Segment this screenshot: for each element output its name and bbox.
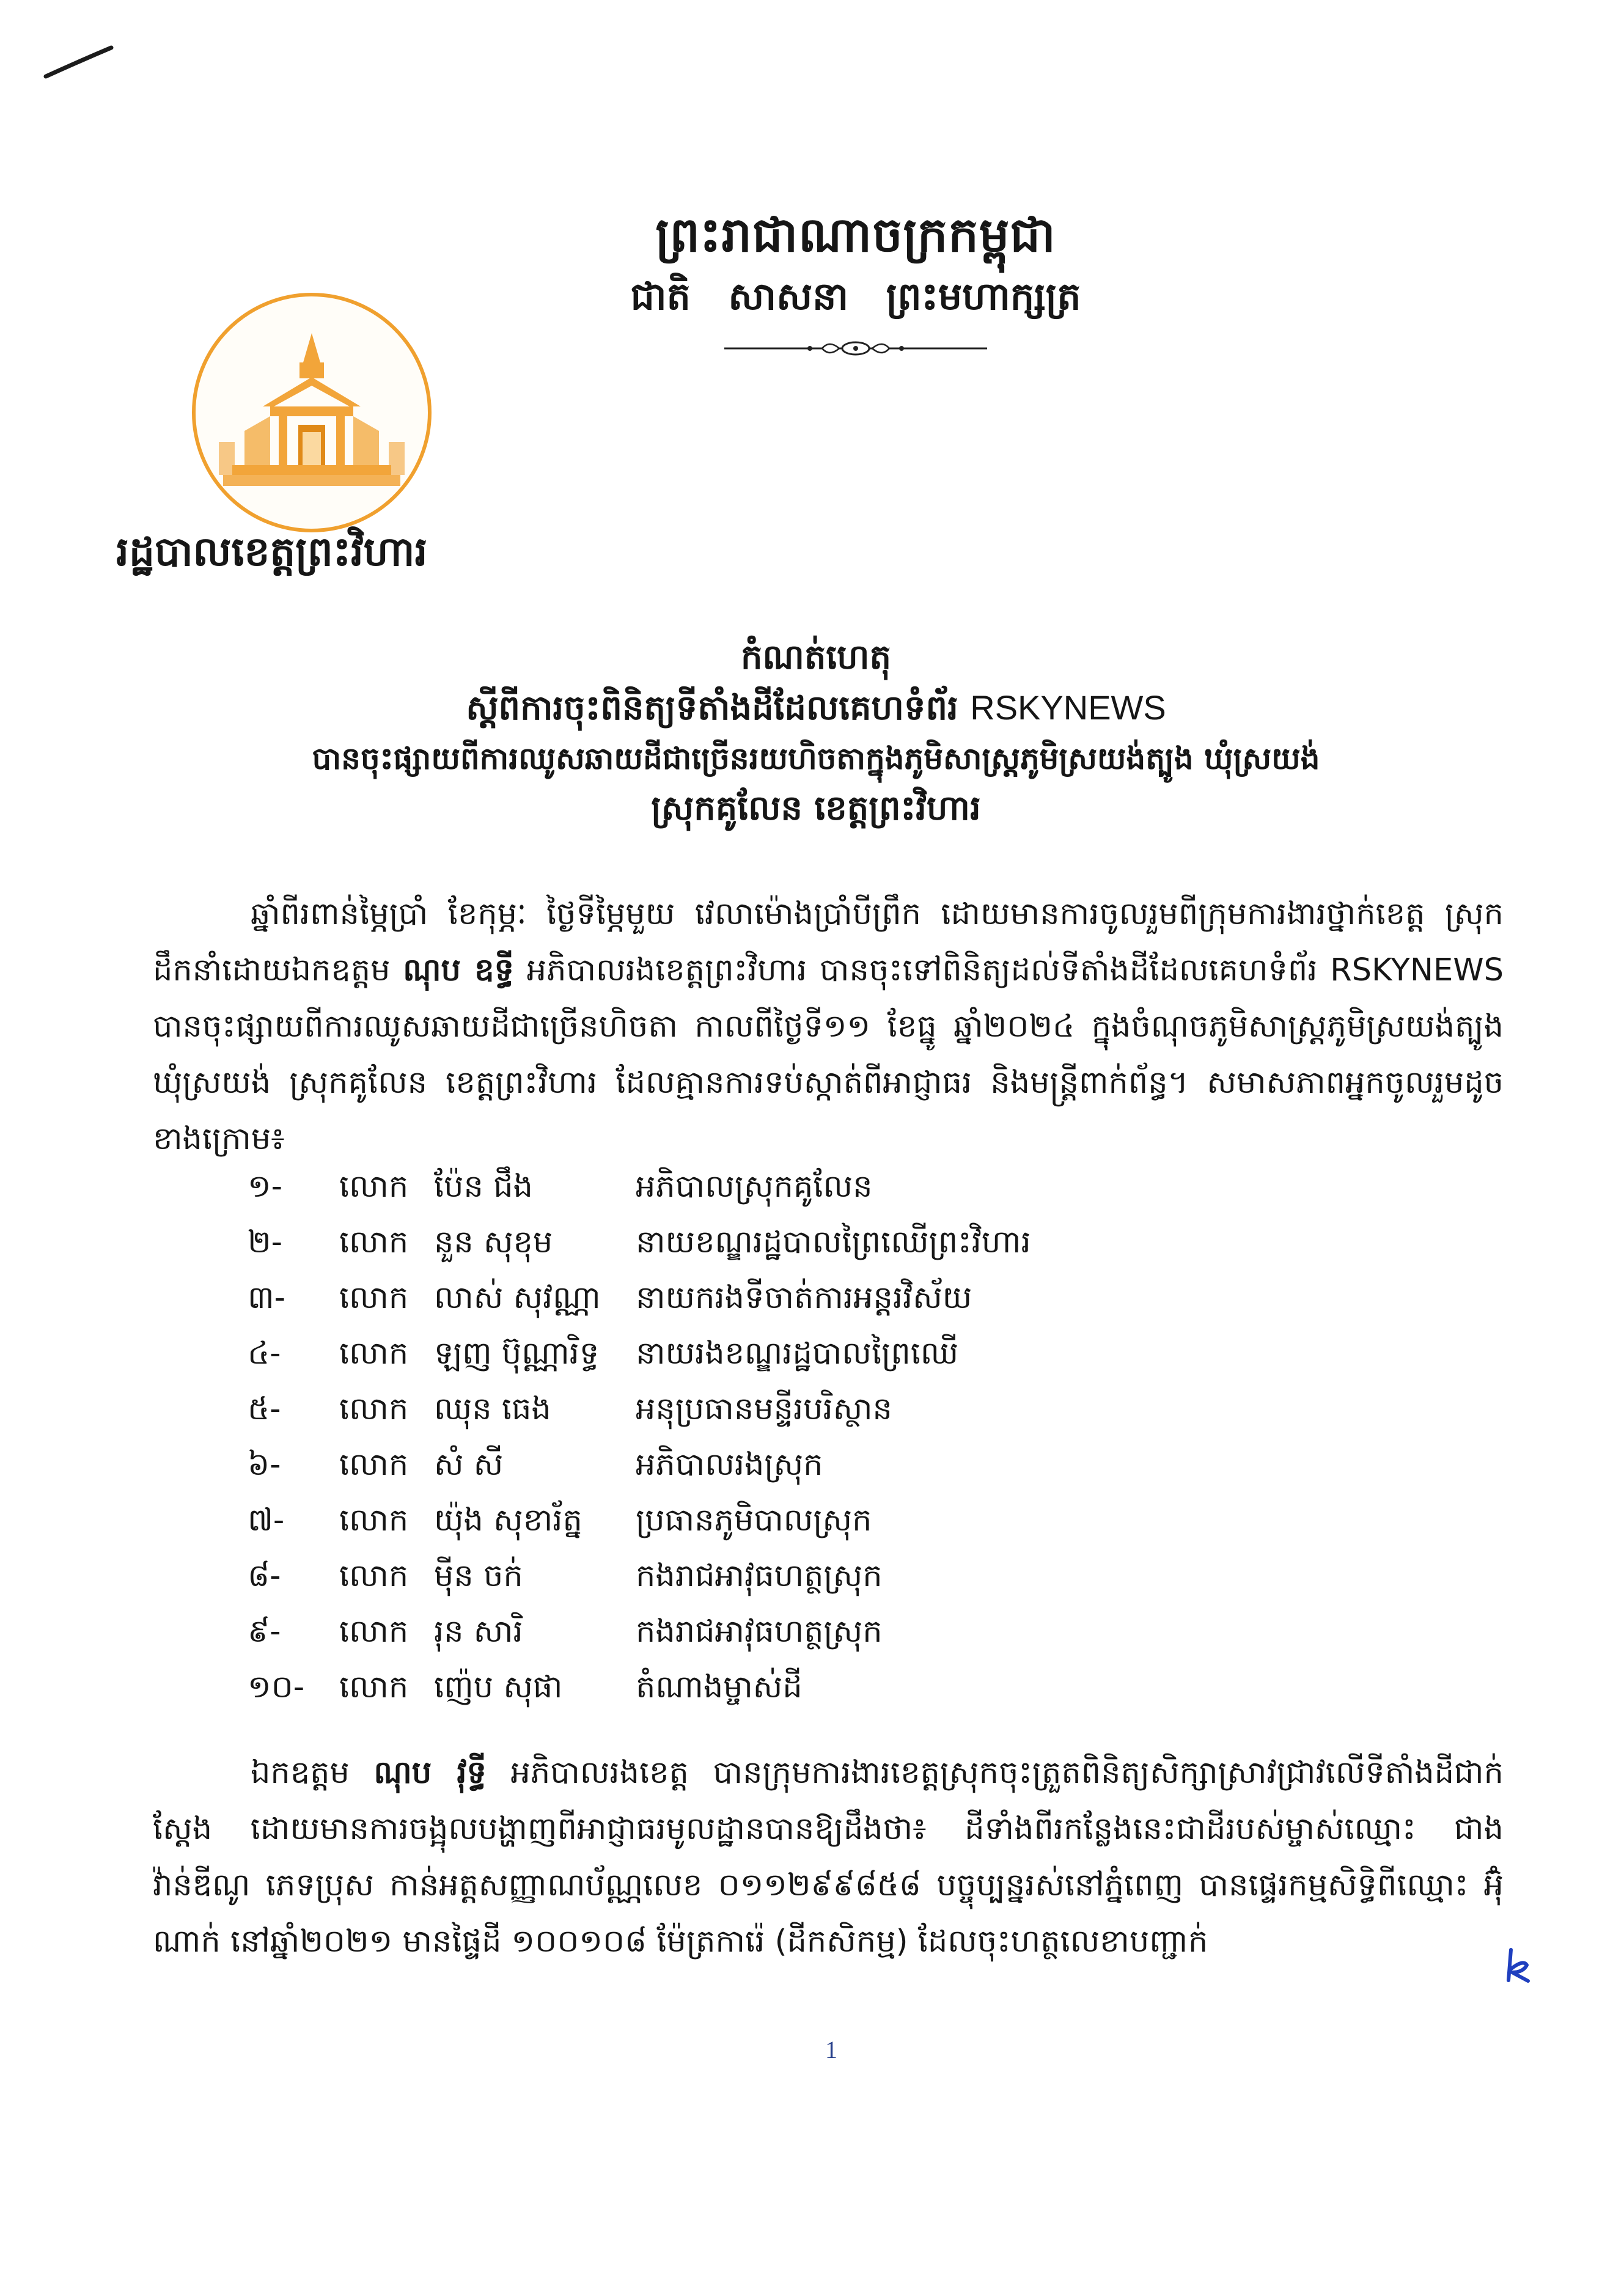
participant-name: រុន សារិ [434, 1614, 523, 1650]
participant-title: លោក [339, 1280, 409, 1316]
participant-role: នាយខណ្ឌរដ្ឋបាលព្រៃឈើព្រះវិហារ [636, 1224, 1031, 1260]
participant-number: ៤- [248, 1336, 281, 1372]
paragraph1-text-b: អភិបាលរងខេត្តព្រះវិហារ បានចុះទៅពិនិត្យដល់ទីតាំងដីដែលគេហទំព័រ RSKYNEWS បានចុះផ្សាយពីការឈូសឆាយដីជាច្រើនហិចតា កាលពីថ្ងៃទី១១ ខែធ្នូ ឆ្នាំ២០២៤ ក្នុងចំណុចភូមិសាស្ត្រភូមិស្រយង់ត្បូង ឃុំស្រយង់ ស្រុកគូលែន ខេត្តព្រះវិហារ ដែលគ្មានការទប់ស្កាត់ពីអាជ្ញាធរ និងមន្ត្រីពាក់ព័ន្ធ។ សមាសភាពអ្នកចូលរួមដូចខាងក្រោម៖ [153, 952, 1504, 1157]
participant-title: លោក [339, 1391, 409, 1427]
list-item [248, 1273, 1348, 1328]
report-heading [147, 633, 1485, 834]
kingdom-title: ព្រះរាជាណាចក្រកម្ពុជា [655, 208, 1056, 263]
blue-ink-initial-mark [1505, 1947, 1532, 1983]
participant-name: សំ សី [434, 1447, 504, 1483]
list-item [248, 1161, 1348, 1217]
paragraph2-official-name: ណុប វុទ្ធី [373, 1755, 487, 1791]
participant-role: អភិបាលរងស្រុក [636, 1447, 823, 1483]
participant-title: លោក [339, 1502, 409, 1538]
report-subject-line-2: បានចុះផ្សាយពីការឈូសឆាយដីជាច្រើនរយហិចតាក្នុងភូមិសាស្ត្រភូមិស្រយង់ត្បូង ឃុំស្រយង់ [312, 741, 1320, 776]
pen-stroke-mark [43, 43, 116, 86]
report-subject-line-3: ស្រុកគូលែន ខេត្តព្រះវិហារ [651, 788, 981, 828]
participant-role: អភិបាលស្រុកគូលែន [636, 1169, 873, 1205]
participant-number: ៩- [248, 1614, 281, 1650]
participant-role: អនុប្រធានមន្ទីរបរិស្ថាន [636, 1391, 892, 1427]
participant-number: ៧- [248, 1502, 285, 1538]
participant-number: ៦- [248, 1447, 281, 1483]
participant-name: យ៉ុង សុខារ័ត្ន [434, 1502, 582, 1538]
participant-name: ឈុន ធេង [434, 1391, 551, 1427]
participant-number: ១០- [248, 1669, 305, 1705]
report-subject-site: RSKYNEWS [970, 688, 1166, 727]
list-item [248, 1662, 1348, 1718]
participant-title: លោក [339, 1447, 409, 1483]
participant-title: លោក [339, 1224, 409, 1260]
participant-number: ៥- [248, 1391, 281, 1427]
participant-name: ម៉ីន ចក់ [434, 1558, 523, 1594]
report-title: កំណត់ហេតុ [740, 637, 892, 677]
participant-name: ញ៉េប សុផា [434, 1669, 563, 1705]
participant-title: លោក [339, 1169, 409, 1205]
participant-role: តំណាងម្ចាស់ដី [636, 1669, 803, 1705]
participant-number: ៨- [248, 1558, 281, 1594]
preah-vihear-temple-emblem-icon [189, 290, 434, 535]
participant-number: ៣- [248, 1280, 285, 1316]
paragraph1-text-a: ឆ្នាំពីរពាន់ម្ភៃប្រាំ ខែកុម្ភៈ ថ្ងៃទីម្ភៃមួយ វេលាម៉ោងប្រាំបីព្រឹក ដោយមានការចូលរួមពីក្រុមការងារថ្នាក់ខេត្ត ស្រុកដឹកនាំដោយឯកឧត្តម [153, 896, 1504, 988]
national-motto: ជាតិ សាសនា ព្រះមហាក្សត្រ [630, 274, 1081, 318]
participant-name: ប៉ែន ជឹង [434, 1169, 533, 1205]
list-item [248, 1495, 1348, 1551]
participant-number: ១- [248, 1169, 283, 1205]
participant-name: ឡញ ប៊ុណ្ណារិទ្ធ [434, 1336, 600, 1372]
agency-name: រដ្ឋបាលខេត្តព្រះវិហារ [116, 528, 428, 575]
list-item [248, 1551, 1348, 1606]
participant-role: កងរាជអាវុធហត្ថស្រុក [636, 1614, 883, 1650]
report-subject-khmer: ស្ដីពីការចុះពិនិត្យទីតាំងដីដែលគេហទំព័រ [466, 688, 958, 728]
participant-title: លោក [339, 1669, 409, 1705]
participant-title: លោក [339, 1614, 409, 1650]
body-paragraph-2 [153, 1745, 1504, 1970]
participant-name: លាស់ សុវណ្ណា [434, 1280, 601, 1316]
report-subject-line-1 [147, 683, 1485, 733]
participant-list [248, 1161, 1348, 1718]
paragraph2-text-a: ឯកឧត្តម [251, 1755, 374, 1791]
list-item [248, 1217, 1348, 1273]
participant-title: លោក [339, 1558, 409, 1594]
divider-ornament-icon [724, 336, 987, 361]
participant-role: នាយករងទីចាត់ការអន្តរវិស័យ [636, 1280, 972, 1316]
participant-role: ប្រធានភូមិបាលស្រុក [636, 1502, 872, 1538]
paragraph2-text-b: អភិបាលរងខេត្ត បានក្រុមការងារខេត្តស្រុកចុះត្រួតពិនិត្យសិក្សាស្រាវជ្រាវលើទីតាំងដីជាក់ស្តែង ដោយមានការចង្អុលបង្ហាញពីអាជ្ញាធរមូលដ្ឋានបានឱ្យដឹងថា៖ ដីទាំងពីរកន្លែងនេះជាដីរបស់ម្ចាស់ឈ្មោះ ជាង វ៉ាន់ឌីណូ ភេទប្រុស កាន់អត្តសញ្ញាណប័ណ្ណលេខ ០១១២៩៩៨៥៨ បច្ចុប្បន្នរស់នៅភ្នំពេញ បានផ្ទេរកម្មសិទ្ធិពីឈ្មោះ អ៊ុំ ណាក់ នៅឆ្នាំ២០២១ មានផ្ទៃដី ១០០១០៨ ម៉ែត្រការ៉េ (ដីកសិកម្ម) ដែលចុះហត្ថលេខាបញ្ជាក់ [153, 1755, 1504, 1960]
paragraph1-official-name: ណុប ឧទ្ធី [403, 952, 514, 988]
page-number: 1 [825, 2036, 837, 2063]
participant-title: លោក [339, 1336, 409, 1372]
participant-number: ២- [248, 1224, 283, 1260]
participant-name: នួន សុខុម [434, 1224, 553, 1260]
national-header [550, 202, 1161, 363]
list-item [248, 1439, 1348, 1495]
body-paragraph-1 [153, 886, 1504, 1167]
list-item [248, 1384, 1348, 1439]
participant-role: នាយរងខណ្ឌរដ្ឋបាលព្រៃឈើ [636, 1336, 959, 1372]
participant-role: កងរាជអាវុធហត្ថស្រុក [636, 1558, 883, 1594]
list-item [248, 1606, 1348, 1662]
list-item [248, 1328, 1348, 1384]
